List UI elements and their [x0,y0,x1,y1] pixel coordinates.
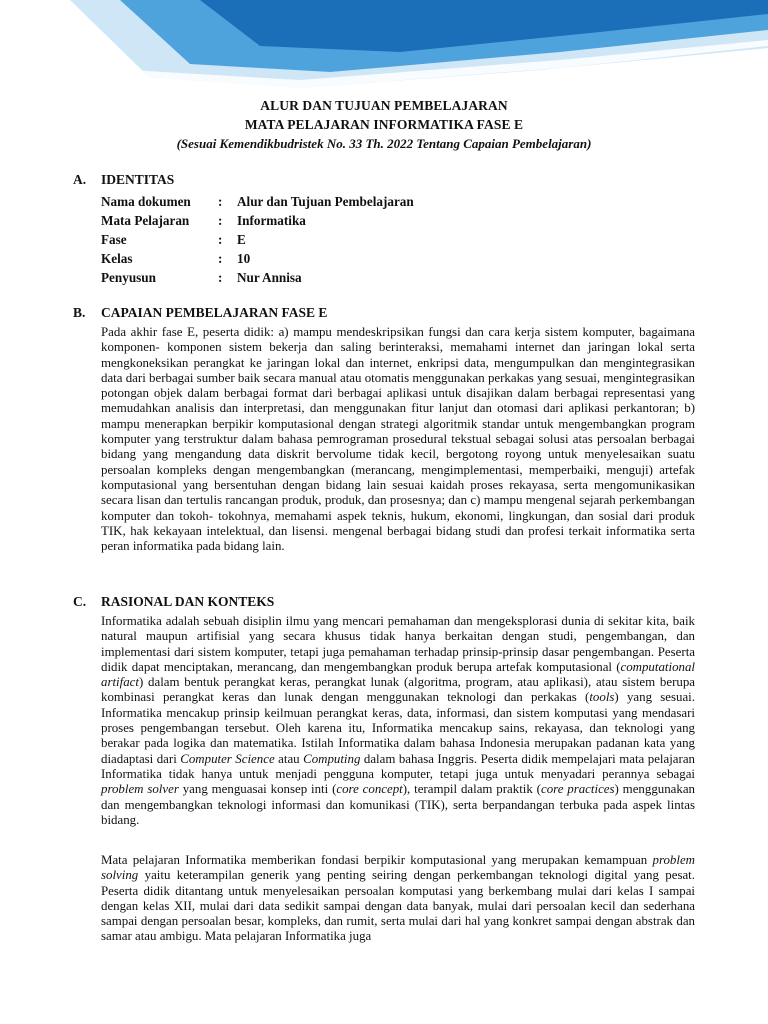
section-b-letter: B. [73,305,86,320]
section-b-title: CAPAIAN PEMBELAJARAN FASE E [101,305,328,320]
text-run: ) menggunakan dan mengembangkan teknologi informasi dan komunikasi (TIK), serta berpandangan terbuka pada aspek lintas bidang. [101,782,695,827]
italic-term: problem solver [101,782,179,797]
text-run: ) dalam bentuk perangkat keras, perangkat lunak (algoritma, program, atau aplikasi), atau sistem berupa kombinasi perangkat keras dan lunak dengan menggunakan teknologi dan perkakas ( [101,675,695,705]
identity-table [101,192,414,287]
italic-term: computational artifact [101,659,695,690]
italic-term: core practices [540,782,615,797]
identity-colon: : [218,213,223,228]
document-title [0,96,768,153]
header-banner [0,0,768,90]
identity-key: Mata Pelajaran [101,213,190,228]
title-line-2: MATA PELAJARAN INFORMATIKA FASE E [244,117,524,132]
text-run: Mata pelajaran Informatika memberikan fondasi berpikir komputasional yang merupakan kemampuan [101,853,653,867]
identity-colon: : [218,270,223,285]
identity-row [101,211,414,230]
italic-term: tools [589,690,615,705]
italic-term: core concept [336,782,403,797]
identity-colon: : [218,232,223,247]
italic-term: Computing [303,751,361,766]
identity-value: Informatika [237,213,306,228]
title-line-1: ALUR DAN TUJUAN PEMBELAJARAN [260,98,508,113]
text-run: yaitu keterampilan generik yang penting seiring dengan perkembangan teknologi digital yang pesat. Peserta didik ditantang untuk menyelesaikan persoalan komputasi yang berkembang mulai dari kelas I sampai dengan kelas XII, mulai dari data sedikit sampai dengan data banyak, mulai dari persoalan kecil dan sederhana sampai dengan persoalan besar, kompleks, dan rumit, serta mulai dari hal yang konkret sampai dengan abstrak dan samar atau ambigu. Mata pelajaran Informatika juga [101,868,695,944]
section-c-heading [73,594,274,610]
section-a-title: IDENTITAS [101,172,175,187]
section-a-letter: A. [73,172,87,187]
identity-row [101,249,414,268]
section-b-heading [73,305,327,321]
identity-value: E [237,232,246,247]
identity-key: Fase [101,232,127,247]
italic-term: problem solving [101,853,695,883]
text-run: Informatika adalah sebuah disiplin ilmu yang mencari pemahaman dan mengeksplorasi dunia di sekitar kita, baik natural maupun artifisial yang secara khusus tidak hanya berkaitan dengan studi, pengembangan, dan implementasi dari sistem komputer, tetapi juga pemahaman terhadap prinsip-prinsip dasar pengembangan. Peserta didik dapat menciptakan, merancang, dan mengembangkan produk berupa artefak komputasional ( [101,614,695,674]
text-run: ), terampil dalam praktik ( [402,782,541,797]
identity-colon: : [218,194,223,209]
identity-row [101,230,414,249]
section-c-paragraph-1 [101,614,695,828]
text-run: atau [274,751,304,766]
identity-colon: : [218,251,223,266]
identity-value: Alur dan Tujuan Pembelajaran [237,194,414,209]
text-run: yang menguasai konsep inti ( [178,782,337,797]
section-b-paragraph: Pada akhir fase E, peserta didik: a) mampu mendeskripsikan fungsi dan cara kerja sistem komputer, bagaimana komponen- komponen sistem bekerja dan saling berinteraksi, memahami internet dan jaringan lokal serta mengkoneksikan perangkat ke jaringan lokal dan internet, enkripsi data, mengumpulkan dan mengintegrasikan data dari berbagai sumber baik secara manual atau otomatis menggunakan perkakas yang sesuai, mengintegrasikan potongan objek dalam berbagai format dari berbagai aplikasi untuk disajikan dalam berbagai representasi yang memudahkan analisis dan interpretasi, dan menggunakan fitur lanjut dan otomasi dari aplikasi perkantoran; b) mampu menerapkan berpikir komputasional dengan strategi algoritmik standar untuk mengembangkan program komputer yang terstruktur dalam bahasa pemrograman prosedural tekstual sebagai solusi atas persoalan berbagai bidang yang mengandung data diskrit bervolume tidak kecil, bergotong royong untuk menyelesaikan suatu persoalan kompleks dengan mengembangkan (merancang, mengimplementasi, memperbaiki, menguji) artefak komputasional yang bersentuhan dengan bidang lain sesuai kaidah proses rekayasa, serta mengomunikasikan secara lisan dan tertulis rancangan produk, produk, dan prosesnya; dan c) mampu mengenal sejarah perkembangan komputer dan tokoh- tokohnya, memahami aspek teknis, hukum, ekonomi, lingkungan, dan sosial dari produk TIK, hak kekayaan intelektual, dan lisensi. mengenal berbagai bidang studi dan profesi terkait informatika serta peran informatika pada bidang lain. [101,325,695,554]
text-run: ) yang sesuai. Informatika mencakup prinsip keilmuan perangkat keras, data, informasi, dan sistem komputasi yang mendasari proses pengembangan tersebut. Oleh karena itu, Informatika mencakup sains, rekayasa, dan teknologi yang berakar pada logika dan matematika. Istilah Informatika dalam bahasa Indonesia merupakan padanan kata yang diadaptasi dari [101,690,695,766]
identity-key: Kelas [101,251,133,266]
section-c-letter: C. [73,594,87,609]
text-run: dalam bahasa Inggris. Peserta didik mempelajari mata pelajaran Informatika tidak hanya untuk menjadi pengguna komputer, tetapi juga untuk menyadari perannya sebagai [101,751,695,781]
identity-value: 10 [237,251,251,266]
identity-value: Nur Annisa [237,270,302,285]
identity-key: Nama dokumen [101,194,191,209]
section-c-paragraph-2 [101,853,695,945]
identity-row [101,192,414,211]
title-subtitle: (Sesuai Kemendikbudristek No. 33 Th. 2022 Tentang Capaian Pembelajaran) [176,136,592,151]
identity-key: Penyusun [101,270,156,285]
identity-row [101,268,414,287]
section-c-title: RASIONAL DAN KONTEKS [101,594,275,609]
section-a-heading [73,172,174,188]
italic-term: Computer Science [180,751,275,766]
